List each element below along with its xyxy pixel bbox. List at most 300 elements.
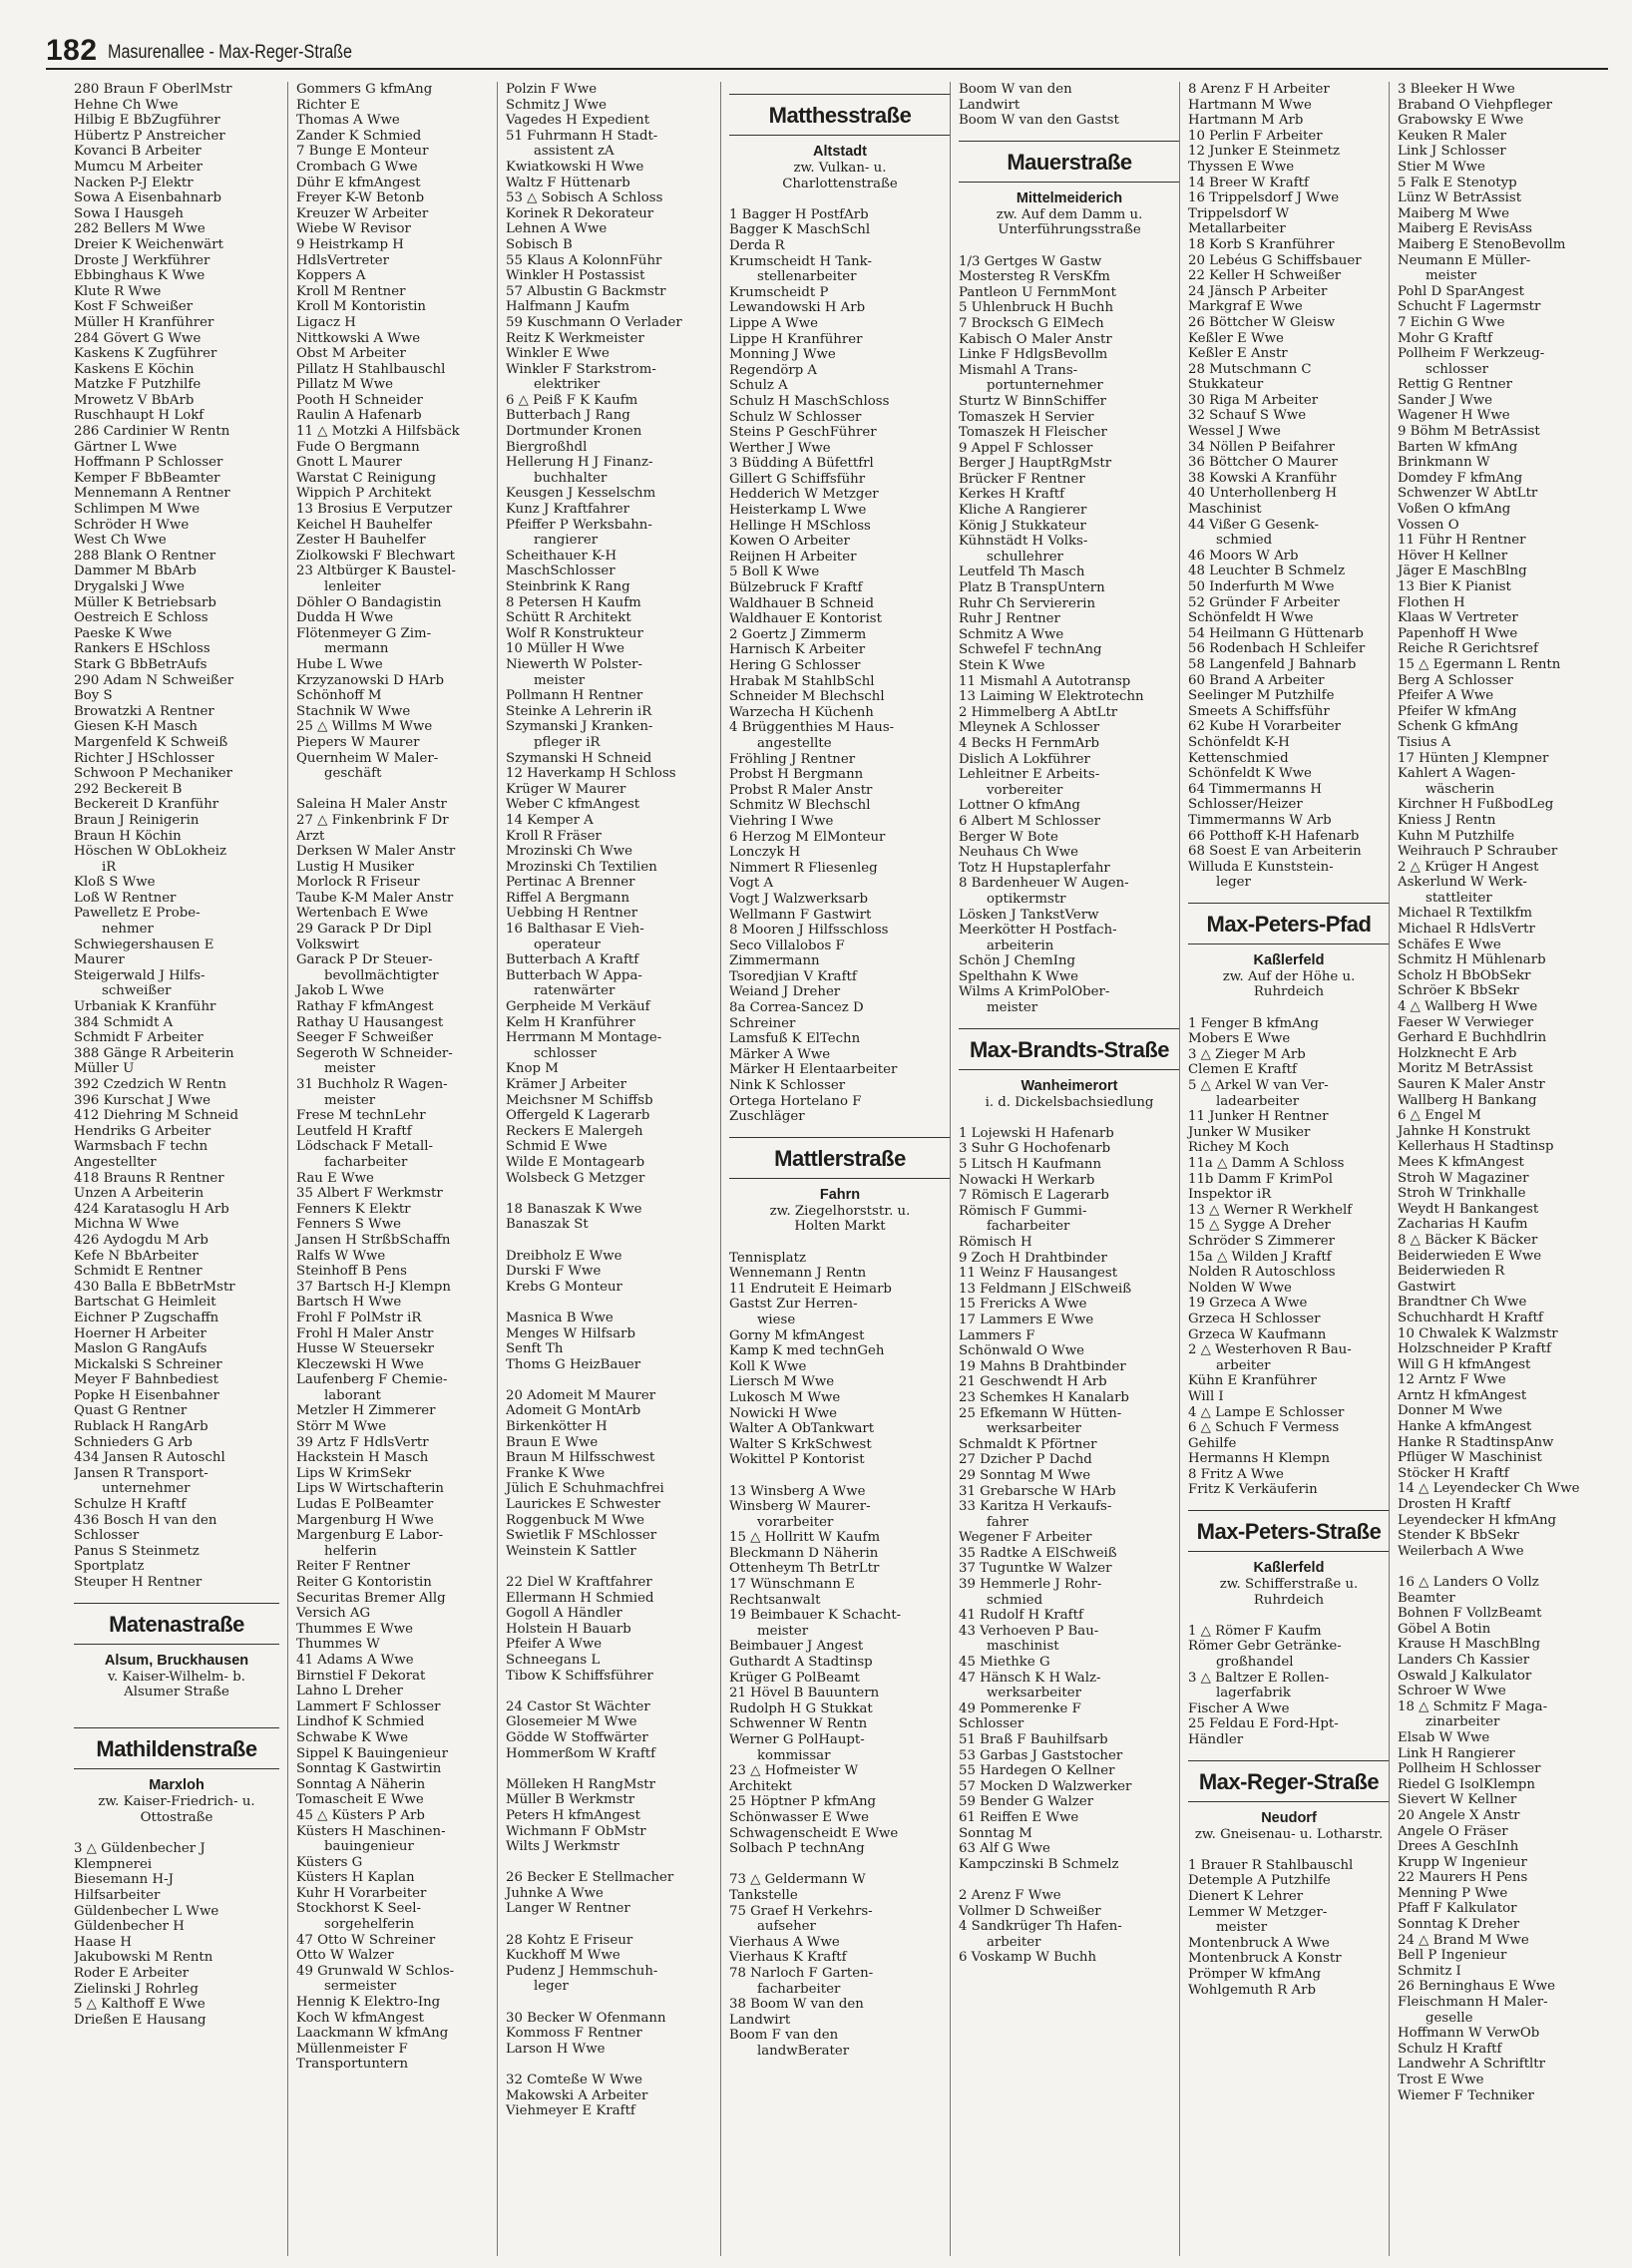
entry-line: Beimbauer J Angest [729, 1639, 864, 1655]
entry-line: unternehmer [102, 1481, 191, 1497]
entry-line: 32 Comteße W Wwe [506, 2073, 642, 2087]
entry-line: Will G H kfmAngest [1398, 1356, 1531, 1372]
entry-line: Hilbig E BbZugführer [74, 113, 220, 129]
column-4 [720, 82, 951, 2256]
entry-line: Kaskens E Köchin [74, 361, 195, 377]
entry-line: 59 Bender G Walzer [959, 1794, 1094, 1810]
entry-line: Viehring I Wwe [729, 813, 834, 829]
entry-line: Lemmer W Metzger- [1188, 1904, 1328, 1920]
entry-line: Lustig H Musiker [296, 859, 414, 875]
entry-line: Angestellter [74, 1154, 157, 1170]
entry-line: 60 Brand A Arbeiter [1188, 672, 1325, 688]
entry-line: 62 Kube H Vorarbeiter [1188, 719, 1342, 735]
entry-line: Drygalski J Wwe [74, 579, 186, 594]
entry-line: Husse W Steuersekr [296, 1341, 435, 1357]
entry-line: 6 △ Peiß F K Kaufm [506, 392, 638, 408]
entry-line: Tisius A [1398, 734, 1451, 750]
street-heading: Mathildenstraße [74, 1727, 279, 1769]
entry-line: Lips W Wirtschafterin [296, 1481, 444, 1497]
entry-line: Boom W van den [959, 82, 1072, 97]
entry-line: Lödschack F Metall- [296, 1139, 434, 1155]
entry-line [506, 1761, 717, 1777]
entry-line: Seco Villalobos F [729, 938, 845, 953]
entry-line: schlosser [1426, 361, 1488, 377]
entry-line: 2 Arenz F Wwe [959, 1887, 1061, 1903]
entry-line: Pollmann H Rentner [506, 688, 643, 704]
entry-line: Hoffmann W VerwOb [1398, 2026, 1540, 2042]
entry-line: Lippe A Wwe [729, 315, 818, 331]
street-range: Ruhrdeich [1253, 984, 1325, 1000]
entry-line: sorgehelferin [324, 1917, 415, 1933]
entry-line: Schneegans L [506, 1652, 601, 1668]
entry-line: Ruhr J Rentner [959, 611, 1060, 627]
entry-line: Müller K Betriebsarb [74, 594, 216, 610]
entry-line: 49 Pommerenke F [959, 1701, 1081, 1716]
entry-line: Mrozinski Ch Wwe [506, 844, 633, 860]
entry-line: 3 △ Baltzer E Rollen- [1188, 1670, 1330, 1686]
entry-line: 284 Gövert G Wwe [74, 330, 202, 346]
entry-line: 14 Kemper A [506, 812, 594, 828]
entry-line: Kemper F BbBeamter [74, 470, 220, 486]
entry-line: Wokittel P Kontorist [729, 1452, 865, 1468]
entry-line: Lammert F Schlosser [296, 1699, 441, 1714]
entry-line: geselle [1426, 2010, 1473, 2026]
entry-line: Sauren K Maler Anstr [1398, 1077, 1545, 1092]
entry-line: Wilts J Werkmstr [506, 1839, 619, 1855]
entry-line: leger [534, 1979, 569, 1995]
entry-line: Popke H Eisenbahner [74, 1387, 219, 1403]
entry-line: großhandel [1216, 1655, 1294, 1671]
entry-line: schullehrer [987, 549, 1063, 565]
entry-line: Pawelletz E Probe- [74, 906, 201, 922]
entry-line: Fröhling J Rentner [729, 751, 856, 767]
entry-line: 8 Arenz F H Arbeiter [1188, 82, 1330, 97]
entry-line: landwBerater [757, 2043, 850, 2059]
entry-line: Kampczinski B Schmelz [959, 1856, 1119, 1872]
entry-line: Smeets A Schiffsführ [1188, 703, 1330, 719]
entry-line: Rathay U Hausangest [296, 1014, 444, 1030]
street-heading: Matenastraße [74, 1603, 279, 1645]
street-range: Alsumer Straße [124, 1685, 229, 1701]
entry-line: 9 Zoch H Drahtbinder [959, 1250, 1107, 1266]
entry-line: Architekt [729, 1778, 792, 1794]
entry-line: Moritz M BetrAssist [1398, 1061, 1533, 1077]
entry-line: rangierer [534, 533, 599, 549]
entry-line: Drießen E Hausang [74, 2012, 206, 2028]
entry-line: Kommoss F Rentner [506, 2026, 642, 2042]
entry-line: Lünz W BetrAssist [1398, 190, 1522, 206]
entry-line: 2 △ Westerhoven R Bau- [1188, 1342, 1352, 1358]
entry-line: Markgraf E Wwe [1188, 299, 1303, 315]
entry-line: Riedel G IsolKlempn [1398, 1776, 1535, 1792]
entry-line: Hellinge H MSchloss [729, 518, 871, 534]
entry-line: Holzschneider P Kraftf [1398, 1341, 1551, 1357]
entry-line: Braun J Reinigerin [74, 812, 200, 828]
entry-line: Lottner O kfmAng [959, 798, 1080, 814]
spacer [74, 1701, 279, 1716]
entry-line: 1 Fenger B kfmAng [1188, 1015, 1319, 1031]
entry-line: schmied [987, 1592, 1043, 1608]
entry-line: Kabisch O Maler Anstr [959, 331, 1112, 347]
entry-line: Schneider M Blechschl [729, 689, 885, 705]
entry-line: 4 Sandkrüger Th Hafen- [959, 1919, 1122, 1935]
entry-line: 12 Junker E Steinmetz [1188, 144, 1341, 160]
entry-line: bevollmächtigter [324, 967, 439, 983]
entry-line: Birnstiel F Dekorat [296, 1668, 426, 1684]
entry-line: Dreier K Weichenwärt [74, 236, 223, 252]
entry-line: Leyendecker H kfmAng [1398, 1512, 1557, 1528]
entry-line: Tankstelle [729, 1887, 798, 1903]
entry-line: Gastwirt [1398, 1279, 1456, 1295]
entry-line: Keuken R Maler [1398, 128, 1506, 144]
entry-line: operateur [534, 937, 601, 952]
entry-line: Bartsch H Wwe [296, 1295, 402, 1311]
entry-line: Schmaldt K Pförtner [959, 1436, 1097, 1452]
entry-line: Kwiatkowski H Wwe [506, 159, 644, 175]
entry-line: Pantleon U FernmMont [959, 284, 1116, 300]
street-range: zw. Auf dem Damm u. [996, 206, 1143, 222]
entry-line: Vogt A [729, 876, 774, 892]
entry-line: Inspektor iR [1188, 1187, 1272, 1203]
entry-line: Steinke A Lehrerin iR [506, 703, 652, 719]
entry-line: Stöcker H Kraftf [1398, 1465, 1509, 1481]
entry-line: Schwenner W Rentn [729, 1716, 868, 1732]
entry-line: Kirchner H FußbodLeg [1398, 797, 1554, 813]
entry-line: 3 Büdding A Büfettfrl [729, 456, 874, 472]
entry-line: Krämer J Arbeiter [506, 1077, 626, 1092]
entry-line: Arzt [296, 828, 325, 844]
entry-line: Schlosser/Heizer [1188, 797, 1303, 813]
entry-line: kommissar [757, 1747, 831, 1763]
entry-line: Berger W Bote [959, 829, 1058, 845]
entry-line: portunternehmer [987, 378, 1103, 394]
entry-line: Glosemeier M Wwe [506, 1714, 637, 1730]
entry-line: Landwirt [959, 97, 1020, 113]
entry-line: Thummes W [296, 1637, 380, 1653]
entry-line: Niewerth W Polster- [506, 656, 642, 672]
entry-line: 78 Narloch F Garten- [729, 1965, 874, 1981]
entry-line: Schroer W Wwe [1398, 1684, 1506, 1700]
entry-line: laborant [324, 1387, 381, 1403]
entry-line: Maiberg E StenoBevollm [1398, 236, 1566, 252]
entry-line: Peters H kfmAngest [506, 1807, 640, 1823]
entry-line: Holzknecht E Arb [1398, 1045, 1517, 1061]
entry-line: König J Stukkateur [959, 518, 1086, 534]
entry-line: Schlimpen M Wwe [74, 502, 201, 518]
entry-line: Zester H Bauhelfer [296, 533, 426, 549]
entry-line: Braun E Wwe [506, 1434, 599, 1450]
entry-line: 16 Balthasar E Vieh- [506, 922, 644, 938]
entry-line: 2 Himmelberg A AbtLtr [959, 704, 1118, 720]
entry-line: Derksen W Maler Anstr [296, 844, 456, 860]
entry-line: MaschSchlosser [506, 564, 615, 579]
entry-line: Mennemann A Rentner [74, 486, 230, 502]
entry-line: 24 Jänsch P Arbeiter [1188, 283, 1328, 299]
entry-line: Kamp K med technGeh [729, 1343, 885, 1359]
entry-line: Droste J Werkführer [74, 252, 210, 268]
entry-line: Ligacz H [296, 314, 356, 330]
entry-line: Trost E Wwe [1398, 2073, 1484, 2087]
entry-line: 55 Hardegen O Kellner [959, 1763, 1115, 1779]
entry-line: Kettenschmied [1188, 750, 1289, 766]
entry-line: 8 Petersen H Kaufm [506, 594, 641, 610]
entry-line: ratenwärter [534, 983, 615, 999]
entry-line: Makowski A Arbeiter [506, 2087, 648, 2103]
entry-line: 10 Chwalek K Walzmstr [1398, 1325, 1558, 1341]
entry-line: 8 Fritz A Wwe [1188, 1466, 1284, 1482]
entry-line: Winkler H Postassist [506, 268, 645, 284]
entry-line: 3 △ Güldenbecher J [74, 1841, 205, 1857]
entry-line: Weber C kfmAngest [506, 797, 640, 813]
entry-line: Bülzebruck F Kraftf [729, 580, 863, 596]
entry-line: 13 Winsberg A Wwe [729, 1483, 866, 1499]
entry-line: Bell P Ingenieur [1398, 1948, 1507, 1964]
entry-line: leger [1216, 875, 1251, 891]
entry-line: 46 Moors W Arb [1188, 548, 1299, 564]
entry-line: Zuschläger [729, 1109, 805, 1125]
entry-line: 16 Trippelsdorf J Wwe [1188, 190, 1340, 206]
entry-line: Schönfeldt K Wwe [1188, 766, 1312, 782]
entry-line: Linke F HdlgsBevollm [959, 347, 1108, 363]
entry-line: Warstat C Reinigung [296, 470, 436, 486]
entry-line: Weiand J Dreher [729, 984, 841, 1000]
entry-line: 6 △ Engel M [1398, 1108, 1481, 1124]
entry-line: Prömper W kfmAng [1188, 1966, 1322, 1982]
entry-line: Reiter G Kontoristin [296, 1575, 432, 1590]
entry-line: Gillert G Schiffsführ [729, 471, 866, 487]
entry-line: Maurer [74, 952, 125, 968]
entry-line: Pfeifer A Wwe [1398, 688, 1494, 704]
entry-line: 50 Inderfurth M Wwe [1188, 579, 1335, 594]
entry-line: Freyer K-W Betonb [296, 190, 425, 206]
entry-line: Montenbruck A Konstr [1188, 1951, 1342, 1967]
entry-line: 19 Grzeca A Wwe [1188, 1296, 1308, 1312]
entry-line: Schwabe K Wwe [296, 1729, 409, 1745]
entry-line: Walter A ObTankwart [729, 1421, 875, 1437]
entry-line: Junker W Musiker [1188, 1124, 1311, 1140]
entry-line: Schmitz H Mühlenarb [1398, 952, 1546, 968]
entry-line: Arntz H kfmAngest [1398, 1387, 1527, 1403]
entry-line: Lewandowski H Arb [729, 300, 866, 316]
entry-line: 48 Leuchter B Schmelz [1188, 564, 1346, 579]
entry-line: wiese [757, 1312, 796, 1327]
entry-line: Jäger E MaschBlng [1398, 564, 1527, 579]
entry-line: fahrer [987, 1514, 1028, 1530]
entry-line: Scheithauer K-H [506, 548, 617, 564]
entry-line: Frohl H Maler Anstr [296, 1325, 434, 1341]
entry-line: 22 Maurers H Pens [1398, 1870, 1528, 1886]
entry-line: Kovanci B Arbeiter [74, 144, 202, 160]
entry-line: Sander J Wwe [1398, 392, 1493, 408]
entry-line: Wennemann J Rentn [729, 1266, 867, 1282]
entry-line: Garack P Dr Steuer- [296, 952, 433, 968]
entry-line: Butterbach J Rang [506, 408, 630, 424]
entry-line: arbeiterin [987, 938, 1054, 953]
entry-line: Stukkateur [1188, 377, 1264, 393]
entry-line: vorbereiter [987, 782, 1063, 798]
entry-line: Angele O Fräser [1398, 1823, 1508, 1839]
entry-line: Schulz H Kraftf [1398, 2041, 1502, 2057]
entry-line: 35 Albert F Werkmstr [296, 1186, 443, 1202]
entry-line: Haase H [74, 1934, 132, 1950]
entry-line: 34 Nöllen P Beifahrer [1188, 439, 1336, 455]
entry-line: 51 Fuhrmann H Stadt- [506, 128, 658, 144]
entry-line: Küsters H Kaplan [296, 1870, 415, 1886]
entry-line: Gorny M kfmAngest [729, 1327, 865, 1343]
entry-line: Boom F van den [729, 2028, 839, 2044]
entry-line: 17 Hünten J Klempner [1398, 750, 1549, 766]
entry-line: Vagedes H Expedient [506, 113, 650, 129]
entry-line: Crombach G Wwe [296, 159, 418, 175]
entry-line: Sonntag K Gastwirtin [296, 1761, 442, 1777]
entry-line: Beckereit D Kranführ [74, 797, 219, 813]
entry-line: 43 Verhoeven P Bau- [959, 1623, 1099, 1639]
entry-line: 426 Aydogdu M Arb [74, 1232, 208, 1248]
column-6 [1179, 82, 1390, 2256]
entry-line: 10 Müller H Wwe [506, 641, 625, 657]
entry-line: 33 Karitza H Verkaufs- [959, 1499, 1112, 1515]
entry-line: Pooth H Schneider [296, 392, 423, 408]
entry-line: Beiderwieden E Wwe [1398, 1248, 1542, 1264]
entry-line: Knop M [506, 1061, 559, 1077]
entry-line: 26 Becker E Stellmacher [506, 1870, 674, 1886]
entry-line [1398, 1559, 1619, 1575]
entry-line: Meerkötter H Postfach- [959, 923, 1117, 939]
entry-line: 24 △ Brand M Wwe [1398, 1932, 1529, 1948]
entry-line: geschäft [324, 766, 382, 782]
entry-line: 57 Mocken D Walzwerker [959, 1778, 1132, 1794]
entry-line: Berg A Schlosser [1398, 672, 1513, 688]
entry-line: Pfeifer A Wwe [506, 1637, 603, 1653]
entry-line: Klaas W Vertreter [1398, 610, 1518, 626]
entry-line: Menges W Hilfsarb [506, 1325, 636, 1341]
spacer [74, 1826, 279, 1842]
entry-line: Kühnstädt H Volks- [959, 534, 1088, 550]
entry-line: Güldenbecher L Wwe [74, 1903, 219, 1919]
entry-line: 9 Heistrkamp H [296, 236, 404, 252]
entry-line: Reitz K Werkmeister [506, 330, 644, 346]
entry-line: Koppers A [296, 268, 366, 284]
entry-line: Rettig G Rentner [1398, 377, 1512, 393]
entry-line: Halfmann J Kaufm [506, 299, 630, 315]
page-header [46, 30, 1608, 70]
entry-line: 52 Gründer F Arbeiter [1188, 594, 1340, 610]
entry-line: Koch W kfmAngest [296, 2010, 425, 2026]
entry-line: Eichner P Zugschaffn [74, 1310, 219, 1325]
entry-line: Mobers E Wwe [1188, 1031, 1291, 1047]
entry-line: 21 Geschwendt H Arb [959, 1374, 1107, 1390]
entry-line: Browatzki A Rentner [74, 703, 214, 719]
entry-line: Keßler E Anstr [1188, 346, 1288, 362]
entry-line: 424 Karatasoglu H Arb [74, 1201, 229, 1217]
entry-line: Dislich A Lokführer [959, 751, 1090, 767]
entry-line: Thoms G HeizBauer [506, 1356, 641, 1372]
entry-line: Margenburg E Labor- [296, 1528, 444, 1544]
entry-line: Schnieders G Arb [74, 1434, 193, 1450]
entry-line: 47 Hänsch K H Walz- [959, 1670, 1101, 1686]
entry-line: Durski F Wwe [506, 1264, 602, 1280]
entry-line: Unzen A Arbeiterin [74, 1186, 204, 1202]
entry-line: Krumscheidt P [729, 284, 829, 300]
entry-line: facharbeiter [324, 1154, 408, 1170]
entry-line: Hoffmann P Schlosser [74, 455, 223, 471]
entry-line: 10 Perlin F Arbeiter [1188, 128, 1323, 144]
entry-line: 4 Brüggenthies M Haus- [729, 720, 895, 736]
entry-line: 4 Becks H FernmArb [959, 735, 1100, 751]
entry-line: Pflüger W Maschinist [1398, 1450, 1542, 1466]
entry-line: 17 Wünschmann E [729, 1577, 855, 1593]
entry-line: 28 Kohtz E Friseur [506, 1932, 633, 1948]
entry-line: 20 Angele X Anstr [1398, 1807, 1520, 1823]
entry-line: 13 Bier K Pianist [1398, 579, 1511, 594]
entry-line: Thyssen E Wwe [1188, 159, 1295, 175]
entry-line: Nimmert R Fliesenleg [729, 860, 878, 876]
entry-line: aufseher [757, 1919, 816, 1935]
entry-line: 2 △ Krüger H Angest [1398, 859, 1539, 875]
street-range: zw. Kaiser-Friedrich- u. [98, 1794, 255, 1810]
entry-line: Werner G PolHaupt- [729, 1732, 865, 1747]
entry-line: Flötenmeyer G Zim- [296, 625, 432, 641]
entry-line: 1/3 Gertges W Gastw [959, 253, 1102, 269]
entry-line: Hering G Schlosser [729, 658, 861, 673]
entry-line: 18 Banaszak K Wwe [506, 1201, 642, 1217]
entry-line: Fenners K Elektr [296, 1201, 411, 1217]
entry-line: Tibow K Schiffsführer [506, 1668, 653, 1684]
street-heading: Matthesstraße [729, 94, 951, 136]
entry-line: Larson H Wwe [506, 2041, 606, 2057]
entry-line: Brandtner Ch Wwe [1398, 1295, 1527, 1311]
entry-line: Vierhaus K Kraftf [729, 1950, 847, 1966]
entry-line: 5 Uhlenbruck H Buchh [959, 300, 1114, 316]
entry-line: Hermanns H Klempn [1188, 1451, 1331, 1467]
entry-line: 436 Bosch H van den [74, 1512, 217, 1528]
entry-line: schmied [1216, 533, 1273, 549]
entry-line: Adomeit G MontArb [506, 1403, 641, 1419]
entry-line: Swietlik F MSchlosser [506, 1528, 657, 1544]
entry-line: 6 Voskamp W Buchh [959, 1950, 1097, 1966]
entry-line: Stein K Wwe [959, 658, 1045, 673]
entry-line: 22 Diel W Kraftfahrer [506, 1575, 652, 1590]
entry-line: HdlsVertreter [296, 252, 389, 268]
entry-line: Margenburg H Wwe [296, 1512, 434, 1528]
entry-line [729, 1468, 951, 1484]
entry-line [506, 1186, 717, 1202]
entry-line: Menning P Wwe [1398, 1885, 1508, 1901]
entry-line: Grzeca H Schlosser [1188, 1311, 1321, 1326]
entry-line: Keichel H Bauhelfer [296, 517, 432, 533]
district-name: Kaßlerfeld [1253, 1560, 1325, 1577]
entry-line: 5 △ Arkel W van Ver- [1188, 1078, 1329, 1094]
entry-line: Hoerner H Arbeiter [74, 1325, 206, 1341]
entry-line: Märker A Wwe [729, 1046, 831, 1062]
entry-line: assistent zA [534, 144, 614, 160]
entry-line: Braun H Köchin [74, 828, 182, 844]
entry-line: Richter J HSchlosser [74, 750, 214, 766]
entry-line: Sonntag M [959, 1825, 1032, 1841]
entry-line: Kreuzer W Arbeiter [296, 205, 429, 221]
entry-line: Wippich P Architekt [296, 486, 432, 502]
entry-line: wäscherin [1426, 781, 1495, 797]
entry-line: Schröder H Wwe [74, 517, 190, 533]
entry-line: Werther J Wwe [729, 440, 831, 456]
entry-line: Nowacki H Werkarb [959, 1172, 1095, 1188]
entry-line [729, 1857, 951, 1873]
entry-line: 434 Jansen R Autoschl [74, 1450, 225, 1466]
entry-line: Schmitz W Blechschl [729, 798, 871, 814]
entry-line: Link J Schlosser [1398, 144, 1506, 160]
entry-line: Transportuntern [296, 2057, 409, 2073]
entry-line: Pollheim F Werkzeug- [1398, 346, 1545, 362]
